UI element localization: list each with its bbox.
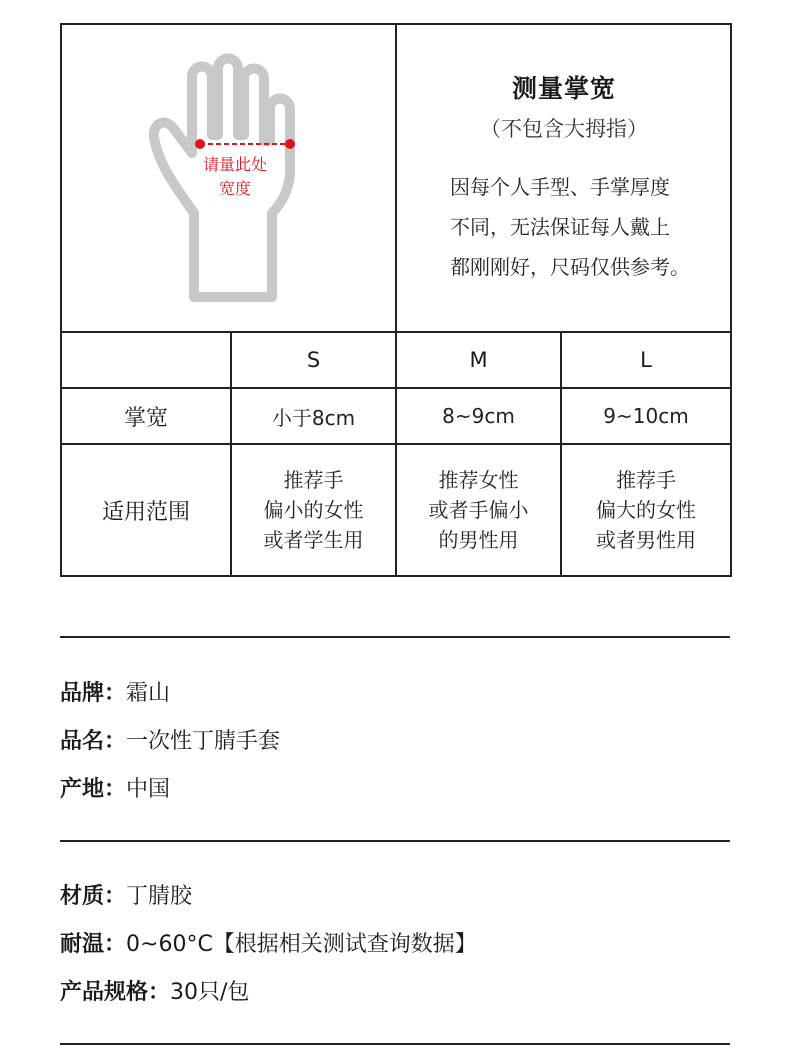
spec-value: 中国	[126, 777, 171, 802]
size-table	[60, 23, 732, 577]
spec-origin	[60, 772, 170, 803]
size-header-s: S	[306, 348, 321, 372]
divider	[60, 1043, 730, 1045]
measure-desc-line: 都刚刚好，尺码仅供参考。	[450, 255, 690, 279]
range-line: 推荐手	[283, 468, 344, 492]
range-label: 适用范围	[101, 499, 190, 525]
spec-key: 产品规格：	[60, 980, 171, 1005]
range-l	[562, 445, 730, 575]
palm-width-s: 小于8cm	[271, 405, 356, 430]
measure-desc-line: 不同，无法保证每人戴上	[450, 215, 670, 239]
spec-material	[60, 879, 192, 910]
range-line: 推荐女性	[438, 468, 519, 492]
palm-width-l: 9~10cm	[603, 404, 689, 428]
spec-package-size	[60, 975, 249, 1006]
measure-subtitle: （不包含大拇指）	[480, 117, 648, 141]
range-line: 或者男性用	[596, 528, 696, 552]
divider	[60, 636, 730, 638]
spec-value: 丁腈胶	[126, 884, 193, 909]
range-line: 推荐手	[616, 468, 676, 492]
spec-value: 霜山	[126, 681, 171, 706]
range-m	[397, 445, 560, 575]
divider	[60, 840, 730, 842]
size-header-m: M	[469, 348, 488, 372]
measure-point-right	[285, 139, 295, 149]
range-line: 偏大的女性	[596, 498, 696, 522]
spec-key: 品名：	[60, 729, 127, 754]
spec-product-name	[60, 724, 280, 755]
range-line: 的男性用	[438, 528, 519, 552]
size-header-l: L	[640, 348, 652, 372]
glove-diagram-cell	[62, 25, 396, 331]
spec-key: 产地：	[60, 777, 127, 802]
measure-desc-line: 因每个人手型、手掌厚度	[450, 175, 670, 199]
measure-info-cell	[396, 25, 732, 331]
glove-icon	[62, 25, 396, 331]
palm-width-label: 掌宽	[123, 405, 168, 431]
spec-key: 材质：	[60, 884, 127, 909]
glove-label-line1: 请量此处	[202, 155, 268, 174]
spec-value: 一次性丁腈手套	[126, 729, 281, 754]
range-s	[232, 445, 395, 575]
spec-brand	[60, 676, 170, 707]
measure-description	[438, 167, 690, 287]
spec-key: 品牌：	[60, 681, 127, 706]
palm-width-m: 8~9cm	[442, 404, 515, 428]
range-line: 或者学生用	[263, 528, 364, 552]
spec-temperature	[60, 927, 477, 958]
measure-point-left	[195, 139, 205, 149]
spec-key: 耐温：	[60, 932, 127, 957]
spec-value: 0~60°C【根据相关测试查询数据】	[126, 932, 477, 957]
measure-title: 测量掌宽	[511, 74, 616, 103]
spec-value: 30只/包	[170, 980, 250, 1005]
range-line: 或者手偏小	[428, 498, 529, 522]
range-line: 偏小的女性	[263, 498, 364, 522]
glove-label-line2: 宽度	[218, 179, 252, 198]
